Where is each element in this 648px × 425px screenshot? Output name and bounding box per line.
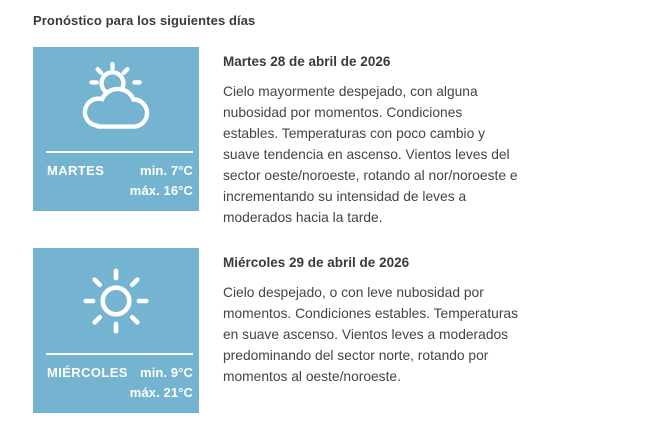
day-label: MARTES	[47, 163, 105, 178]
sun-behind-cloud-icon	[74, 57, 158, 141]
max-temp: máx. 16°C	[129, 183, 193, 198]
sun-icon	[72, 257, 160, 345]
day-label: MIÉRCOLES	[47, 365, 128, 380]
card-footer	[33, 153, 199, 211]
weather-card-miercoles	[33, 248, 199, 413]
card-footer	[33, 355, 199, 413]
max-temp: máx. 21°C	[129, 385, 193, 400]
min-temp: min. 7°C	[140, 163, 193, 178]
day-description: Cielo despejado, o con leve nubosidad por momentos. Condiciones estables. Temperaturas en suave ascenso. Vientos leves a moderados predominando del sector norte, rotando por momentos al oeste/noroeste.	[223, 285, 518, 384]
day-title: Miércoles 29 de abril de 2026	[223, 255, 410, 270]
temperatures	[130, 363, 193, 403]
temperatures	[130, 161, 193, 201]
forecast-text	[223, 47, 519, 228]
day-description: Cielo mayormente despejado, con alguna nubosidad por momentos. Condiciones estables. Temperaturas con poco cambio y suave tendencia en ascenso. Vientos leves del sector oeste/noroeste, rotando al nor/noroeste e incrementando su intensidad de leves a moderados hacia la tarde.	[223, 84, 518, 225]
card-icon-area	[33, 248, 199, 353]
forecast-text	[223, 248, 519, 387]
forecast-row-miercoles	[33, 248, 648, 413]
card-icon-area	[33, 47, 199, 151]
day-title: Martes 28 de abril de 2026	[223, 54, 391, 69]
min-temp: min. 9°C	[140, 365, 193, 380]
forecast-row-martes	[33, 47, 648, 225]
page-title: Pronóstico para los siguientes días	[33, 13, 256, 28]
weather-card-martes	[33, 47, 199, 211]
